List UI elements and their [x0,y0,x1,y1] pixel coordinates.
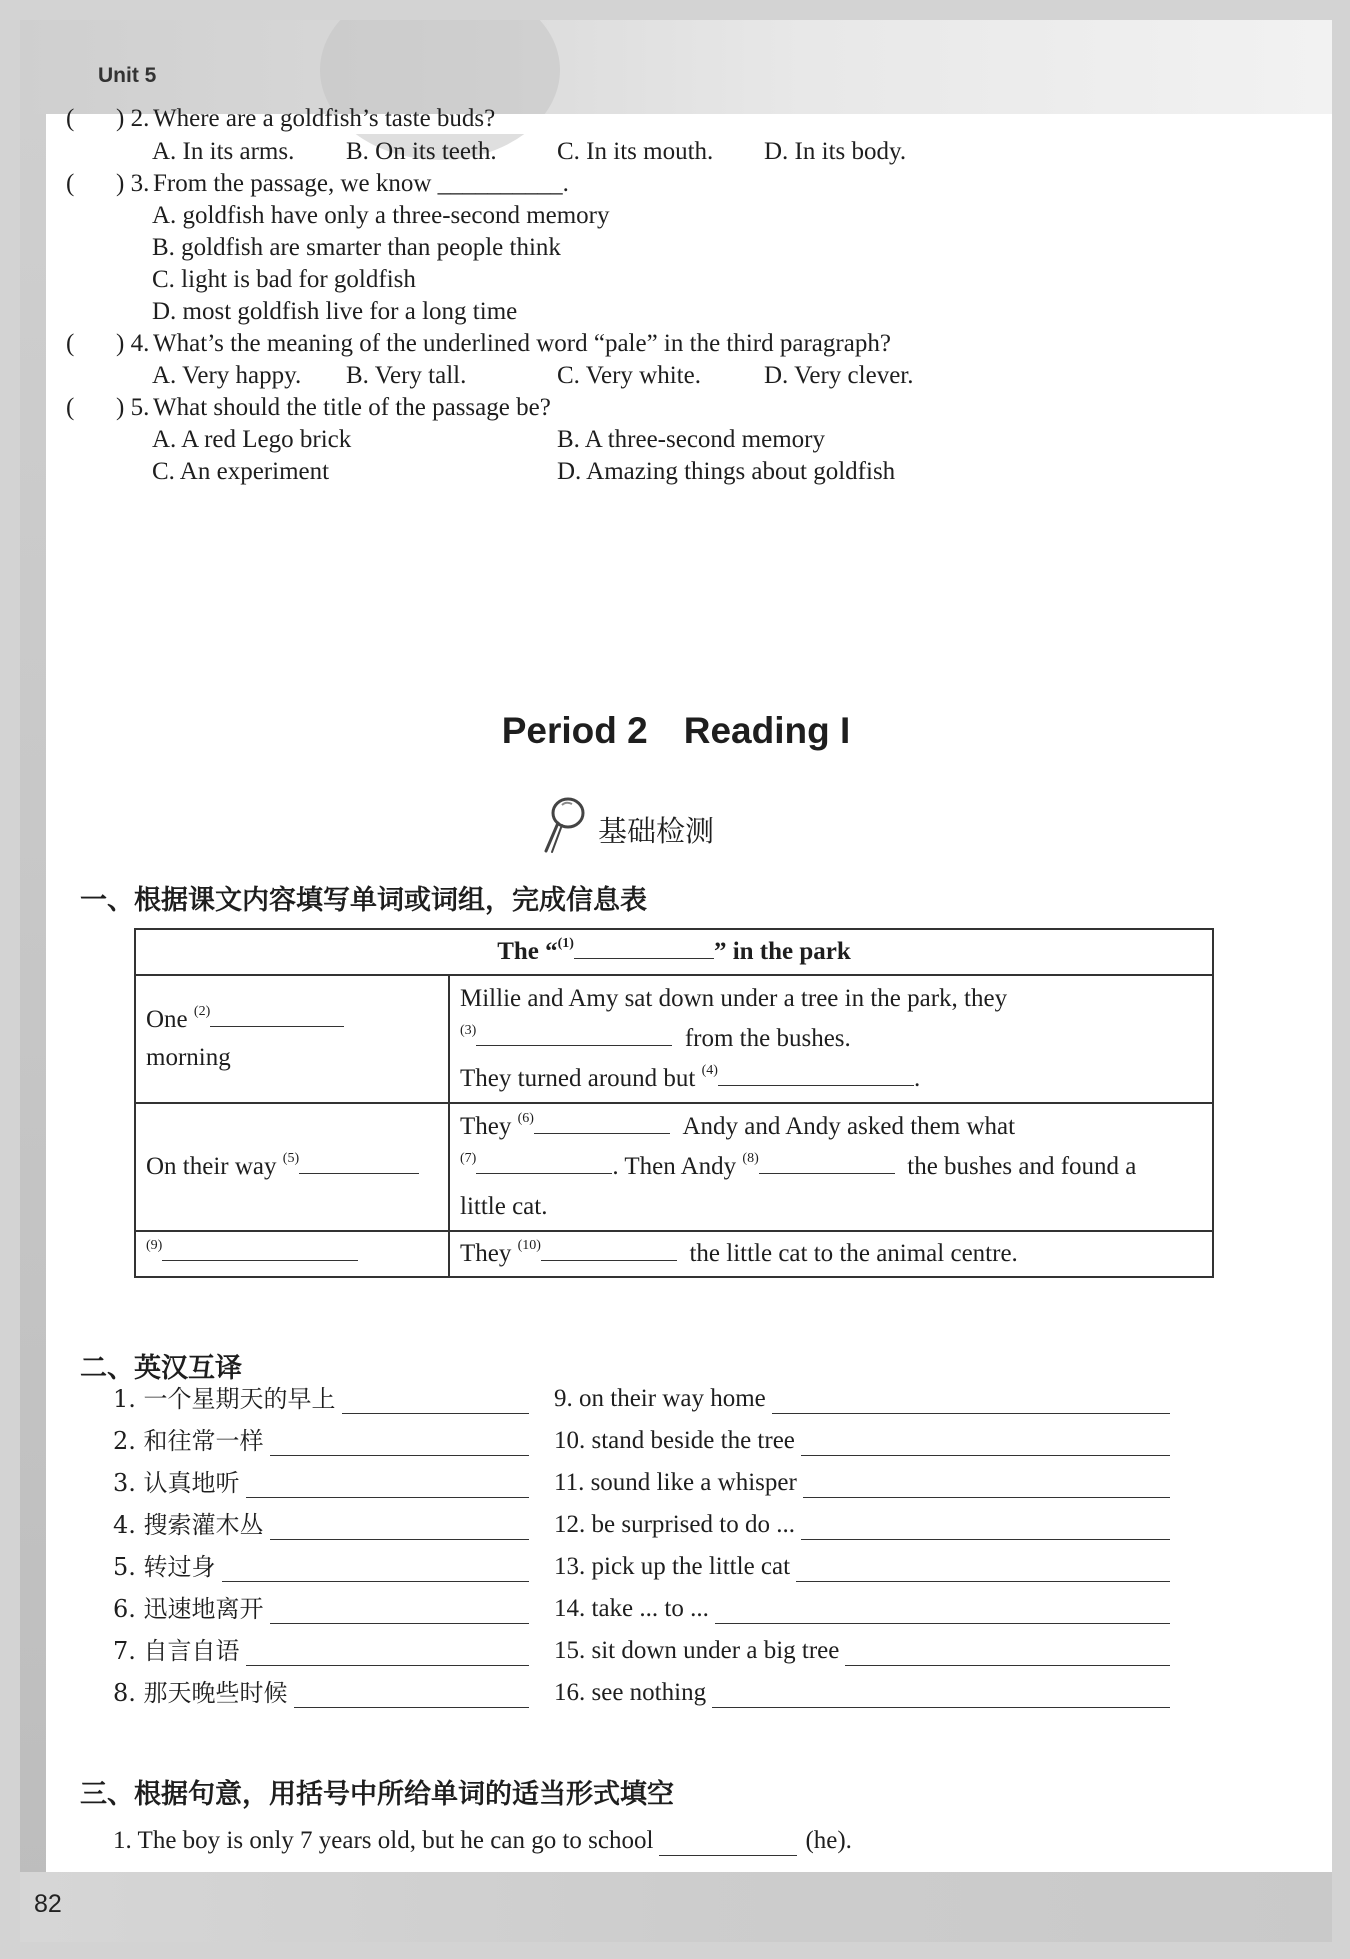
question-stem: What’s the meaning of the underlined word “pale” in the third paragraph? [153,330,891,357]
footer-band [20,1872,1332,1942]
translation-item: 14. take ... to ... [554,1594,1170,1624]
option-c: C. Very white. [557,362,701,389]
section-3-heading: 三、根据句意，用括号中所给单词的适当形式填空 [80,1779,674,1810]
answer-line[interactable] [801,1433,1170,1456]
answer-line[interactable] [796,1559,1170,1582]
answer-line[interactable] [270,1433,529,1456]
answer-line[interactable] [712,1685,1170,1708]
info-table [134,928,1214,1278]
answer-line[interactable] [659,1833,797,1856]
unit-label: Unit 5 [98,64,157,87]
translation-item: 15. sit down under a big tree [554,1636,1170,1666]
answer-paren: ( [66,330,75,357]
blank-4[interactable] [718,1063,914,1086]
blank-3[interactable] [476,1023,672,1046]
page-number: 82 [34,1890,62,1918]
answer-line[interactable] [222,1559,529,1582]
translation-item: 10. stand beside the tree [554,1426,1170,1456]
answer-line[interactable] [715,1601,1170,1624]
section-2-heading: 二、英汉互译 [80,1353,242,1384]
basic-check-label: 基础检测 [598,814,715,848]
table-title: The “$^{(1)}$ ” in the park [135,929,1213,975]
question-number: ) 2. [116,105,150,132]
magnifier-icon [540,795,590,855]
answer-line[interactable] [246,1643,529,1666]
question-number: ) 3. [116,170,150,197]
option-c: C. An experiment [152,458,330,485]
answer-line[interactable] [270,1601,529,1624]
translation-item: 2. 和往常一样 [113,1426,529,1456]
table-cell-time-3: (9) [135,1231,449,1277]
translation-item: 7. 自言自语 [113,1636,529,1666]
answer-paren: ( [66,170,75,197]
answer-line[interactable] [342,1391,529,1414]
option-d: D. Very clever. [764,362,914,389]
table-cell-event-1: Millie and Amy sat down under a tree in the park, they $^{(3)}$ from the bushes. They turned around but $^{(4)}$ . [449,975,1213,1103]
translation-item: 6. 迅速地离开 [113,1594,529,1624]
table-cell-event-2: They $^{(6)}$ Andy and Andy asked them what $^{(7)}$ . Then Andy $^{(8)}$ the bushes and found a little cat. [449,1103,1213,1231]
translation-item: 8. 那天晚些时候 [113,1678,529,1708]
translation-item: 12. be surprised to do ... [554,1510,1170,1540]
option-b: B. A three-second memory [557,426,825,453]
answer-line[interactable] [803,1475,1170,1498]
translation-item: 13. pick up the little cat [554,1552,1170,1582]
question-stem: Where are a goldfish’s taste buds? [153,105,496,132]
option-c: C. light is bad for goldfish [152,266,416,293]
translation-item: 9. on their way home [554,1384,1170,1414]
translation-item: 4. 搜索灌木丛 [113,1510,529,1540]
option-a: A. A red Lego brick [152,426,352,453]
translation-item: 3. 认真地听 [113,1468,529,1498]
translation-item: 1. 一个星期天的早上 [113,1384,529,1414]
option-a: A. goldfish have only a three-second memory [152,202,610,229]
option-a: A. In its arms. [152,138,295,165]
fill-blank-item: 1. The boy is only 7 years old, but he can go to school (he). [113,1827,852,1854]
question-number: ) 4. [116,330,150,357]
period-lesson: Reading I [683,710,851,751]
option-a: A. Very happy. [152,362,302,389]
answer-line[interactable] [270,1517,529,1540]
workbook-page [20,20,1332,1942]
option-d: D. In its body. [764,138,907,165]
answer-line[interactable] [801,1517,1170,1540]
option-d: D. most goldfish live for a long time [152,298,518,325]
question-stem: What should the title of the passage be? [153,394,551,421]
period-title [20,710,1332,752]
table-cell-event-3: They $^{(10)}$ the little cat to the animal centre. [449,1231,1213,1277]
option-b: B. On its teeth. [346,138,497,165]
blank-1[interactable] [574,936,714,959]
question-number: ) 5. [116,394,150,421]
option-c: C. In its mouth. [557,138,714,165]
translation-item: 5. 转过身 [113,1552,529,1582]
table-cell-time-2: On their way $^{(5)}$ [135,1103,449,1231]
question-stem: From the passage, we know __________. [153,170,569,197]
answer-line[interactable] [772,1391,1170,1414]
answer-paren: ( [66,394,75,421]
header-band [20,20,1332,114]
basic-check-heading [540,795,715,855]
option-b: B. goldfish are smarter than people think [152,234,561,261]
table-cell-time-1: One $^{(2)}$ morning [135,975,449,1103]
answer-line[interactable] [845,1643,1170,1666]
translation-item: 11. sound like a whisper [554,1468,1170,1498]
blank-6[interactable] [534,1111,670,1134]
blank-8[interactable] [759,1151,895,1174]
blank-2[interactable] [210,1004,344,1027]
section-1-heading: 一、根据课文内容填写单词或词组，完成信息表 [80,885,647,916]
answer-line[interactable] [294,1685,529,1708]
option-b: B. Very tall. [346,362,467,389]
blank-9[interactable] [162,1238,358,1261]
blank-5[interactable] [299,1151,419,1174]
answer-line[interactable] [246,1475,529,1498]
period-number: Period 2 [501,710,648,751]
blank-10[interactable] [541,1238,677,1261]
translation-item: 16. see nothing [554,1678,1170,1708]
option-d: D. Amazing things about goldfish [557,458,896,485]
answer-paren: ( [66,105,75,132]
left-margin-strip [20,114,46,1894]
blank-7[interactable] [476,1151,612,1174]
